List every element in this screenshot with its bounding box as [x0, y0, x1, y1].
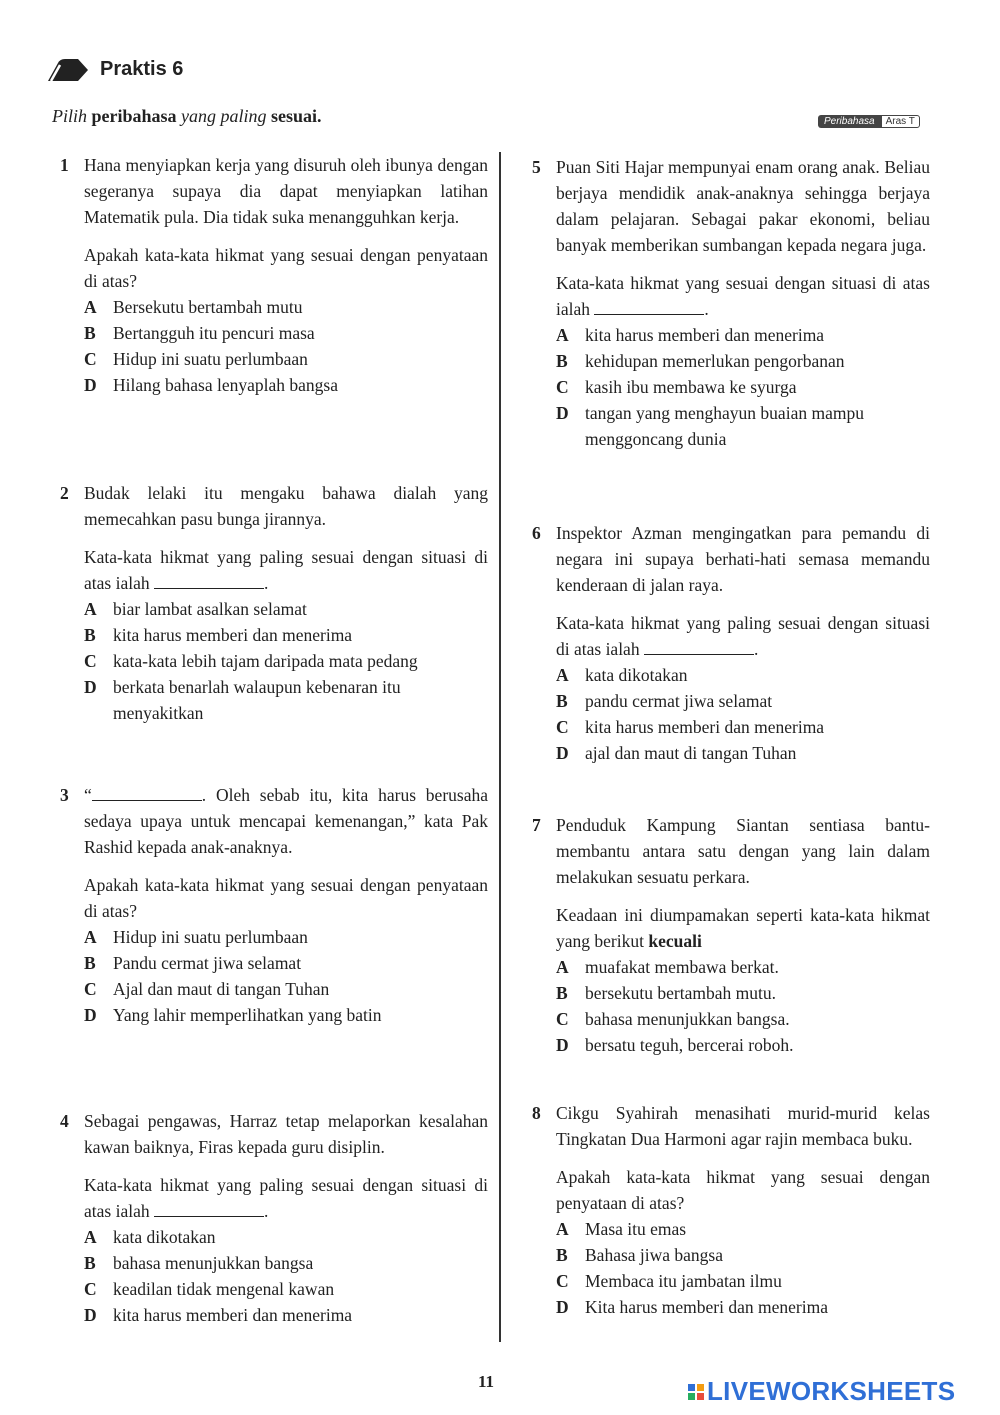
- question-number: 7: [532, 815, 541, 835]
- option-letter: B: [84, 625, 96, 645]
- option-letter: D: [556, 403, 569, 423]
- section-header: [48, 58, 183, 81]
- answer-blank[interactable]: [594, 297, 704, 315]
- option-letter: A: [84, 927, 97, 947]
- option-d[interactable]: [84, 674, 488, 726]
- option-a[interactable]: [84, 924, 488, 950]
- option-b[interactable]: [84, 622, 488, 648]
- option-text: bahasa menunjukkan bangsa.: [585, 1009, 790, 1029]
- option-list: [84, 924, 488, 1028]
- question-text: Budak lelaki itu mengaku bahawa dialah yang memecahkan pasu bunga jirannya.: [84, 483, 488, 529]
- question-number: 6: [532, 523, 541, 543]
- option-text: Kita harus memberi dan menerima: [585, 1297, 828, 1317]
- option-text: biar lambat asalkan selamat: [113, 599, 307, 619]
- page-number: 11: [478, 1372, 495, 1391]
- question-text: Inspektor Azman mengingatkan para pemandu di negara ini supaya berhati-hati semasa memandu kenderaan di jalan raya.: [556, 523, 930, 595]
- option-list: [84, 1224, 488, 1328]
- question-4: [60, 1108, 488, 1328]
- option-b[interactable]: [556, 1242, 930, 1268]
- prompt-end: .: [263, 1201, 269, 1221]
- option-text: kehidupan memerlukan pengorbanan: [585, 351, 845, 371]
- answer-blank[interactable]: [154, 1199, 264, 1217]
- option-letter: C: [556, 1271, 569, 1291]
- question-prompt: Apakah kata-kata hikmat yang sesuai dengan penyataan di atas?: [84, 875, 488, 921]
- question-3: [60, 782, 488, 1028]
- option-d[interactable]: [84, 1002, 488, 1028]
- option-a[interactable]: [556, 322, 930, 348]
- option-b[interactable]: [84, 1250, 488, 1276]
- option-letter: D: [556, 743, 569, 763]
- instruction-word-3: yang paling: [181, 106, 267, 126]
- question-7: [532, 812, 930, 1058]
- brand-name: LIVEWORKSHEETS: [707, 1376, 956, 1406]
- option-b[interactable]: [556, 980, 930, 1006]
- option-letter: A: [556, 325, 569, 345]
- option-b[interactable]: [556, 688, 930, 714]
- prompt-end: .: [704, 299, 709, 319]
- option-letter: A: [556, 1219, 569, 1239]
- option-letter: D: [84, 677, 97, 697]
- question-number: 5: [532, 157, 541, 177]
- answer-blank[interactable]: [154, 571, 264, 589]
- option-text: bersatu teguh, bercerai roboh.: [585, 1035, 794, 1055]
- option-d[interactable]: [556, 1032, 930, 1058]
- prompt-text: Keadaan ini diumpamakan seperti kata-kata hikmat yang berikut: [556, 905, 930, 951]
- question-number: 3: [60, 785, 69, 805]
- question-text: [84, 782, 488, 860]
- option-text: ajal dan maut di tangan Tuhan: [585, 743, 797, 763]
- question-5: [532, 154, 930, 452]
- question-prompt: Apakah kata-kata hikmat yang sesuai dengan penyataan di atas?: [556, 1167, 930, 1213]
- option-text: Bersekutu bertambah mutu: [113, 297, 303, 317]
- option-letter: A: [556, 665, 569, 685]
- question-prompt: [84, 1172, 488, 1224]
- option-letter: B: [556, 983, 568, 1003]
- arrow-banner-icon: [48, 59, 88, 81]
- answer-blank[interactable]: [644, 637, 754, 655]
- option-letter: A: [84, 599, 97, 619]
- option-letter: C: [556, 377, 569, 397]
- column-divider: [499, 152, 501, 1342]
- section-title: Praktis 6: [100, 58, 184, 80]
- body-text: . Oleh sebab itu, kita harus berusaha sedaya upaya untuk mencapai kemenangan,” kata Pak Rashid kepada anak-anaknya.: [84, 785, 488, 857]
- option-letter: D: [556, 1297, 569, 1317]
- question-text: Penduduk Kampung Siantan sentiasa bantu-membantu antara satu dengan yang lain dalam melakukan sesuatu perkara.: [556, 815, 930, 887]
- option-c[interactable]: [556, 374, 930, 400]
- question-1: [60, 152, 488, 398]
- topic-tag: [818, 115, 920, 128]
- question-prompt: [84, 544, 488, 596]
- option-d[interactable]: [556, 740, 930, 766]
- instruction-word-1: Pilih: [52, 106, 87, 126]
- prompt-end: .: [753, 639, 759, 659]
- option-text: Bahasa jiwa bangsa: [585, 1245, 724, 1265]
- question-prompt: [556, 270, 930, 322]
- option-text: muafakat membawa berkat.: [585, 957, 779, 977]
- option-letter: B: [84, 953, 96, 973]
- option-letter: B: [556, 1245, 568, 1265]
- option-text: Hidup ini suatu perlumbaan: [113, 927, 308, 947]
- option-text: kata-kata lebih tajam daripada mata pedang: [113, 651, 418, 671]
- option-text: Pandu cermat jiwa selamat: [113, 953, 302, 973]
- question-2: [60, 480, 488, 726]
- brand-square-icon: [688, 1393, 695, 1400]
- question-text: Hana menyiapkan kerja yang disuruh oleh ibunya dengan segeranya supaya dia dapat menyiapkan latihan Matematik pula. Dia tidak suka menangguhkan kerja.: [84, 155, 488, 227]
- instruction-word-2: peribahasa: [91, 106, 177, 126]
- option-text: Bertangguh itu pencuri masa: [113, 323, 315, 343]
- option-text: bahasa menunjukkan bangsa: [113, 1253, 314, 1273]
- option-letter: C: [84, 651, 97, 671]
- question-number: 2: [60, 483, 69, 503]
- option-list: [556, 954, 930, 1058]
- option-text: kita harus memberi dan menerima: [113, 625, 353, 645]
- option-a[interactable]: [556, 662, 930, 688]
- option-text: berkata benarlah walaupun kebenaran itu menyakitkan: [113, 677, 401, 723]
- option-c[interactable]: [556, 1006, 930, 1032]
- option-text: kita harus memberi dan menerima: [585, 717, 825, 737]
- option-letter: C: [556, 1009, 569, 1029]
- option-list: [556, 662, 930, 766]
- option-b[interactable]: [84, 320, 488, 346]
- option-text: Hilang bahasa lenyaplah bangsa: [113, 375, 338, 395]
- instruction-word-4: sesuai.: [271, 106, 322, 126]
- option-letter: B: [84, 323, 96, 343]
- question-prompt: Apakah kata-kata hikmat yang sesuai dengan penyataan di atas?: [84, 245, 488, 291]
- option-text: kita harus memberi dan menerima: [113, 1305, 353, 1325]
- option-text: bersekutu bertambah mutu.: [585, 983, 776, 1003]
- option-letter: D: [84, 1005, 97, 1025]
- brand-square-icon: [697, 1393, 704, 1400]
- option-a[interactable]: [556, 954, 930, 980]
- option-list: [556, 1216, 930, 1320]
- option-letter: D: [556, 1035, 569, 1055]
- option-letter: A: [84, 297, 97, 317]
- prompt-text: Kata-kata hikmat yang sesuai dengan situasi di atas ialah: [556, 273, 930, 319]
- option-a[interactable]: [84, 294, 488, 320]
- option-text: keadilan tidak mengenal kawan: [113, 1279, 335, 1299]
- option-letter: D: [84, 1305, 97, 1325]
- option-letter: C: [84, 979, 97, 999]
- option-text: kita harus memberi dan menerima: [585, 325, 825, 345]
- prompt-end: .: [263, 573, 269, 593]
- option-letter: A: [84, 1227, 97, 1247]
- option-text: Masa itu emas: [585, 1219, 687, 1239]
- question-number: 1: [60, 155, 69, 175]
- option-text: kasih ibu membawa ke syurga: [585, 377, 797, 397]
- option-b[interactable]: [556, 348, 930, 374]
- option-text: kata dikotakan: [113, 1227, 216, 1247]
- question-text: Sebagai pengawas, Harraz tetap melaporkan kesalahan kawan baiknya, Firas kepada guru disiplin.: [84, 1111, 488, 1157]
- option-list: [84, 596, 488, 726]
- prompt-emphasis: kecuali: [648, 931, 702, 951]
- brand-grid-icon: [688, 1384, 704, 1400]
- option-text: pandu cermat jiwa selamat: [585, 691, 773, 711]
- option-d[interactable]: [84, 372, 488, 398]
- option-letter: B: [84, 1253, 96, 1273]
- option-letter: A: [556, 957, 569, 977]
- option-d[interactable]: [556, 1294, 930, 1320]
- prompt-text: Kata-kata hikmat yang paling sesuai dengan situasi di atas ialah: [556, 613, 930, 659]
- option-letter: C: [84, 349, 97, 369]
- option-a[interactable]: [84, 596, 488, 622]
- brand-logo[interactable]: [688, 1376, 955, 1407]
- prompt-text: Kata-kata hikmat yang paling sesuai dengan situasi di atas ialah: [84, 547, 488, 593]
- option-a[interactable]: [556, 1216, 930, 1242]
- question-text: Cikgu Syahirah menasihati murid-murid kelas Tingkatan Dua Harmoni agar rajin membaca buku.: [556, 1103, 930, 1149]
- instruction: [52, 106, 322, 127]
- topic-label: Peribahasa: [818, 115, 881, 128]
- option-text: Hidup ini suatu perlumbaan: [113, 349, 308, 369]
- option-letter: B: [556, 691, 568, 711]
- option-letter: C: [556, 717, 569, 737]
- answer-blank[interactable]: [92, 783, 202, 801]
- option-text: Membaca itu jambatan ilmu: [585, 1271, 782, 1291]
- option-text: kata dikotakan: [585, 665, 688, 685]
- option-d[interactable]: [556, 400, 930, 452]
- brand-square-icon: [697, 1384, 704, 1391]
- option-letter: D: [84, 375, 97, 395]
- option-b[interactable]: [84, 950, 488, 976]
- question-8: [532, 1100, 930, 1320]
- option-c[interactable]: [84, 976, 488, 1002]
- question-prompt: [556, 610, 930, 662]
- brand-square-icon: [688, 1384, 695, 1391]
- option-text: Ajal dan maut di tangan Tuhan: [113, 979, 330, 999]
- option-list: [556, 322, 930, 452]
- option-c[interactable]: [556, 714, 930, 740]
- option-text: Yang lahir memperlihatkan yang batin: [113, 1005, 382, 1025]
- option-c[interactable]: [84, 346, 488, 372]
- option-c[interactable]: [556, 1268, 930, 1294]
- option-c[interactable]: [84, 648, 488, 674]
- option-c[interactable]: [84, 1276, 488, 1302]
- question-text: Puan Siti Hajar mempunyai enam orang anak. Beliau berjaya mendidik anak-anaknya sehingga berjaya dalam pelajaran. Sebagai pakar ekonomi, beliau banyak memberikan sumbangan kepada negara juga.: [556, 157, 930, 255]
- option-list: [84, 294, 488, 398]
- quote-open: “: [84, 785, 92, 805]
- question-number: 4: [60, 1111, 69, 1131]
- option-a[interactable]: [84, 1224, 488, 1250]
- question-prompt: [556, 902, 930, 954]
- prompt-text: Kata-kata hikmat yang paling sesuai dengan situasi di atas ialah: [84, 1175, 488, 1221]
- option-letter: C: [84, 1279, 97, 1299]
- option-d[interactable]: [84, 1302, 488, 1328]
- question-number: 8: [532, 1103, 541, 1123]
- option-letter: B: [556, 351, 568, 371]
- option-text: tangan yang menghayun buaian mampu menggoncang dunia: [585, 403, 864, 449]
- level-label: Aras T: [881, 115, 920, 128]
- question-6: [532, 520, 930, 766]
